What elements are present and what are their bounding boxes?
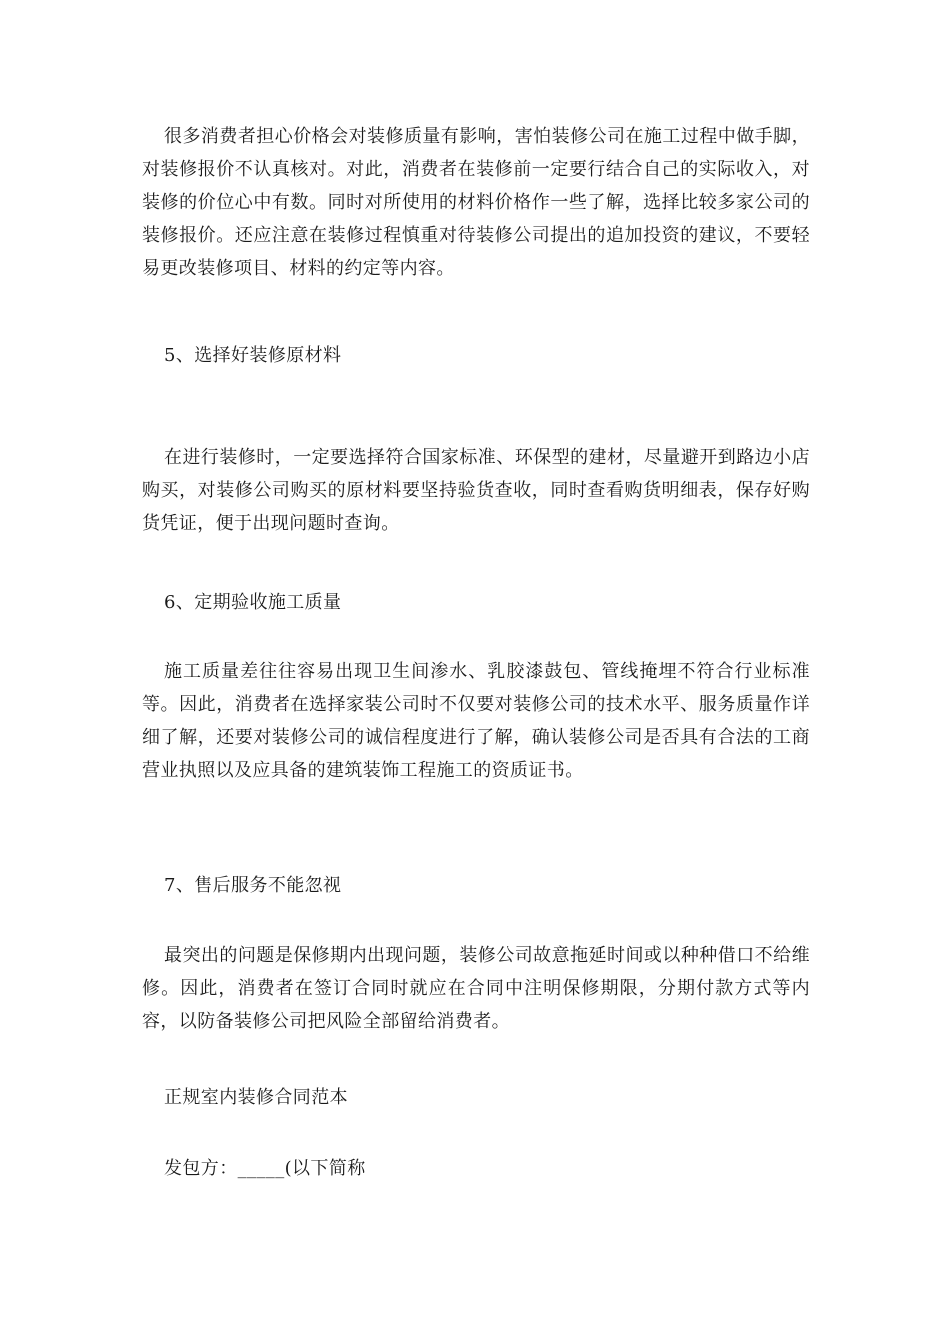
- heading-after-sales: 7、售后服务不能忽视: [164, 875, 342, 896]
- paragraph-price-concern: 很多消费者担心价格会对装修质量有影响，害怕装修公司在施工过程中做手脚，对装修报价不认真核对。对此，消费者在装修前一定要行结合自己的实际收入，对装修的价位心中有数。同时对所使用的材料价格作一些了解，选择比较多家公司的装修报价。还应注意在装修过程慎重对待装修公司提出的追加投资的建议，不要轻易更改装修项目、材料的约定等内容。: [142, 126, 810, 279]
- paragraph-materials: 在进行装修时，一定要选择符合国家标准、环保型的建材，尽量避开到路边小店购买，对装修公司购买的原材料要坚持验货查收，同时查看购货明细表，保存好购货凭证，便于出现问题时查询。: [142, 447, 810, 534]
- contract-title: 正规室内装修合同范本: [164, 1087, 348, 1108]
- paragraph-after-sales: 最突出的问题是保修期内出现问题，装修公司故意拖延时间或以种种借口不给维修。因此，消费者在签订合同时就应在合同中注明保修期限，分期付款方式等内容，以防备装修公司把风险全部留给消费者。: [142, 945, 810, 1032]
- heading-inspect-quality: 6、定期验收施工质量: [164, 592, 342, 613]
- paragraph-quality: 施工质量差往往容易出现卫生间渗水、乳胶漆鼓包、管线掩埋不符合行业标准等。因此，消费者在选择家装公司时不仅要对装修公司的技术水平、服务质量作详细了解，还要对装修公司的诚信程度进行了解，确认装修公司是否具有合法的工商营业执照以及应具备的建筑装饰工程施工的资质证书。: [142, 661, 810, 781]
- contract-party-line: 发包方：_____(以下简称: [164, 1158, 366, 1179]
- heading-select-materials: 5、选择好装修原材料: [164, 345, 342, 366]
